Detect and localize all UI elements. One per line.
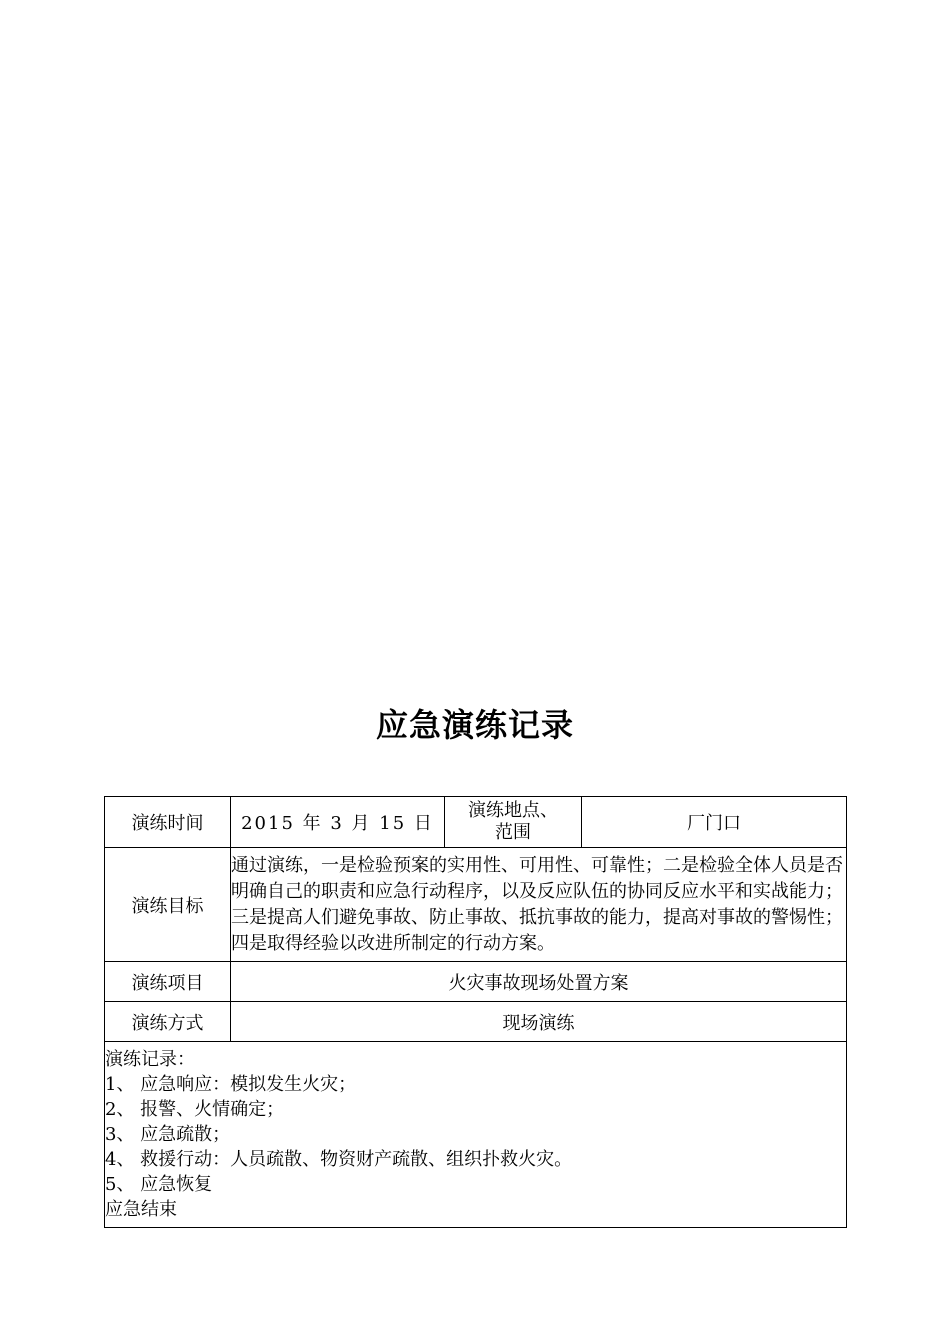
notes-item: 2、 报警、火情确定； [105,1099,285,1120]
notes-item: 4、 救援行动：人员疏散、物资财产疏散、组织扑救火灾。 [105,1149,573,1170]
method-label: 演练方式 [105,1002,231,1042]
row-time-location [105,797,847,848]
notes-item: 3、 应急疏散； [105,1124,231,1145]
location-value: 厂门口 [582,797,847,848]
row-project [105,962,847,1002]
location-label-line2: 范围 [495,822,531,843]
drill-notes [105,1042,847,1228]
row-goal [105,848,847,962]
time-label: 演练时间 [105,797,231,848]
notes-item: 1、 应急响应：模拟发生火灾； [105,1074,357,1095]
notes-item: 5、 应急恢复 [105,1174,213,1195]
project-label: 演练项目 [105,962,231,1002]
row-notes [105,1042,847,1228]
drill-record-table [104,796,847,1228]
project-value: 火灾事故现场处置方案 [231,962,847,1002]
goal-value: 通过演练，一是检验预案的实用性、可用性、可靠性；二是检验全体人员是否明确自己的职责和应急行动程序，以及反应队伍的协同反应水平和实战能力；三是提高人们避免事故、防止事故、抵抗事故的能力，提高对事故的警惕性；四是取得经验以改进所制定的行动方案。 [231,848,847,962]
row-method [105,1002,847,1042]
method-value: 现场演练 [231,1002,847,1042]
document-title: 应急演练记录 [375,706,574,744]
notes-footer: 应急结束 [105,1199,177,1220]
time-value: 2015 年 3 月 15 日 [231,797,445,848]
location-label-line1: 演练地点、 [468,800,558,821]
notes-heading: 演练记录： [105,1049,195,1070]
location-label [445,797,582,848]
goal-label: 演练目标 [105,848,231,962]
